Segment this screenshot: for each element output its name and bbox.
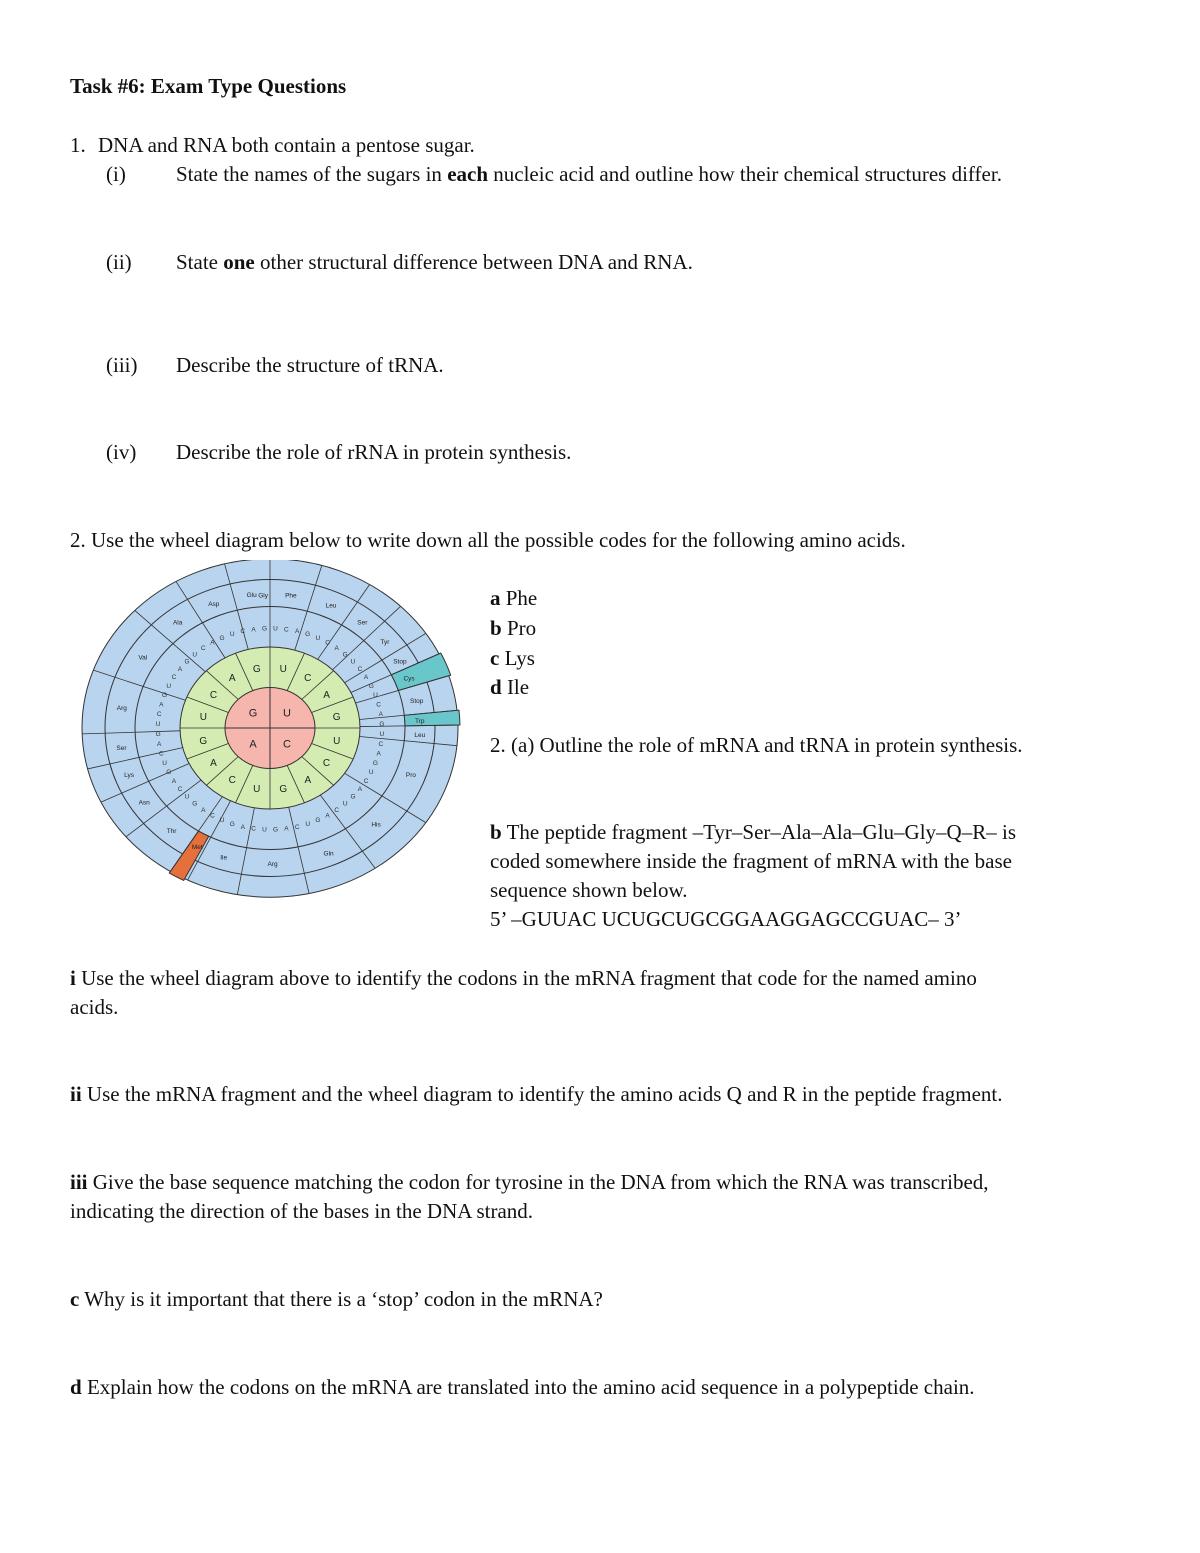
third-base-label: C (210, 812, 215, 820)
third-base-label: U (229, 631, 235, 639)
third-base-label: G (315, 817, 321, 825)
third-base-label: C (284, 626, 289, 634)
third-base-label: U (342, 800, 348, 808)
second-base-label: U (333, 735, 341, 747)
amino-acid-label: Arg (116, 704, 127, 712)
second-base-label: G (252, 663, 261, 675)
q2-sub-iii-line1: iii Give the base sequence matching the codon for tyrosine in the DNA from which the RNA was transcribed, (70, 1170, 989, 1194)
second-base-label: U (253, 784, 261, 796)
third-base-label: G (350, 793, 356, 801)
third-base-label: G (305, 631, 311, 639)
third-base-label: A (334, 645, 339, 653)
second-base-label: A (210, 758, 217, 770)
third-base-label: U (155, 721, 161, 729)
third-base-label: A (159, 701, 164, 709)
q1-part-i-text: State the names of the sugars in each nucleic acid and outline how their chemical structures differ. (176, 162, 1002, 186)
amino-acid-label: Glu (246, 592, 257, 600)
q2-part-b-line3: sequence shown below. (490, 878, 688, 902)
third-base-label: A (378, 711, 383, 719)
third-base-label: C (159, 750, 164, 758)
amino-acid-label: Gly (258, 592, 268, 600)
third-base-label: G (272, 826, 279, 834)
amino-acid-label: Leu (325, 602, 337, 610)
amino-acid-label: Thr (166, 827, 177, 835)
amino-acid-label: Lys (124, 772, 134, 780)
inner-base-label: C (282, 738, 291, 751)
third-base-label: U (315, 634, 321, 642)
third-base-label: A (201, 806, 206, 814)
amino-acid-label: Ala (172, 619, 183, 627)
q2-part-b-line1: b The peptide fragment –Tyr–Ser–Ala–Ala–Glu–Gly–Q–R– is (490, 820, 1016, 844)
q1-text: DNA and RNA both contain a pentose sugar. (98, 133, 475, 157)
amino-acid-label: Stop (393, 658, 407, 666)
third-base-label: C (378, 740, 384, 748)
q1-part-iv-label: (iv) (106, 440, 137, 464)
third-base-label: U (379, 730, 385, 738)
third-base-label: A (325, 812, 330, 820)
amino-acid-label: Cys (403, 675, 415, 683)
third-base-label: G (372, 759, 378, 767)
q2-part-c: c Why is it important that there is a ‘stop’ codon in the mRNA? (70, 1287, 603, 1311)
third-base-label: A (251, 626, 256, 634)
third-base-label: C (177, 786, 183, 794)
second-base-label: C (209, 689, 218, 701)
third-base-label: G (184, 658, 190, 666)
second-base-label: A (228, 673, 236, 685)
second-base-label: C (304, 673, 312, 685)
third-base-label: C (200, 645, 206, 653)
amino-acid-label: Ile (220, 854, 228, 862)
third-base-label: U (350, 658, 356, 666)
third-base-label: A (157, 740, 162, 748)
second-base-label: G (199, 735, 208, 747)
second-base-label: C (228, 774, 236, 786)
second-base-label: G (279, 784, 288, 796)
third-base-label: A (376, 750, 381, 758)
second-base-label: A (304, 774, 312, 786)
amino-acid-label: Pro (405, 772, 417, 780)
amino-acid-label: Met (191, 844, 203, 852)
third-base-label: C (376, 701, 381, 709)
q2-sub-iii-line2: indicating the direction of the bases in the DNA strand. (70, 1199, 534, 1223)
amino-item-a: a Phe (490, 586, 538, 610)
third-base-label: U (166, 682, 172, 690)
amino-acid-label: Tyr (380, 639, 390, 647)
third-base-label: C (357, 665, 363, 673)
q1-part-i-label: (i) (106, 162, 126, 186)
third-base-label: U (305, 820, 311, 828)
third-base-label: G (155, 730, 161, 738)
amino-acid-label: Asp (208, 600, 220, 608)
q2-part-b-line2: coded somewhere inside the fragment of mRNA with the base (490, 849, 1012, 873)
third-base-label: A (177, 665, 183, 673)
third-base-label: G (379, 721, 385, 729)
inner-base-label: G (248, 707, 258, 720)
third-base-label: U (262, 826, 267, 834)
third-base-label: G (368, 682, 374, 690)
third-base-label: U (373, 692, 378, 700)
amino-acid-label: Stop (410, 697, 424, 705)
third-base-label: A (171, 777, 177, 785)
amino-acid-label: Arg (267, 860, 278, 868)
q1-part-ii-text: State one other structural difference between DNA and RNA. (176, 250, 693, 274)
third-base-label: C (363, 777, 369, 785)
page-title: Task #6: Exam Type Questions (70, 74, 347, 98)
q1-part-ii-label: (ii) (106, 250, 132, 274)
second-base-label: C (322, 758, 331, 770)
amino-acid-label: Val (138, 654, 148, 662)
third-base-label: U (219, 817, 225, 825)
q1-part-iii-text: Describe the structure of tRNA. (176, 353, 444, 377)
third-base-label: A (240, 823, 245, 831)
second-base-label: A (323, 689, 330, 701)
third-base-label: U (273, 625, 278, 633)
amino-acid-label: Ser (357, 619, 368, 627)
amino-acid-label: His (371, 821, 381, 829)
amino-acid-label: Ser (116, 744, 127, 752)
third-base-label: U (162, 759, 167, 767)
inner-base-label: U (282, 707, 291, 720)
third-base-label: G (166, 769, 172, 777)
amino-acid-label: Phe (285, 592, 297, 600)
mrna-sequence: 5’ –GUUAC UCUGCUGCGGAAGGAGCCGUAC– 3’ (490, 907, 962, 931)
amino-item-d: d Ile (490, 675, 530, 699)
third-base-label: C (171, 674, 177, 682)
third-base-label: G (229, 820, 235, 828)
third-base-label: A (363, 674, 369, 682)
q2-part-a: 2. (a) Outline the role of mRNA and tRNA in protein synthesis. (490, 733, 1023, 757)
amino-acid-label: Asn (138, 799, 150, 807)
q1-part-iv-text: Describe the role of rRNA in protein synthesis. (176, 440, 572, 464)
q2-sub-ii: ii Use the mRNA fragment and the wheel diagram to identify the amino acids Q and R in the peptide fragment. (70, 1082, 1003, 1106)
q2-intro: 2. Use the wheel diagram below to write down all the possible codes for the following amino acids. (70, 528, 906, 552)
third-base-label: A (357, 786, 363, 794)
q1-part-iii-label: (iii) (106, 353, 138, 377)
amino-acid-label: Leu (414, 731, 426, 739)
amino-item-b: b Pro (490, 616, 537, 640)
q2-part-d: d Explain how the codons on the mRNA are translated into the amino acid sequence in a polypeptide chain. (70, 1375, 975, 1399)
third-base-label: G (342, 651, 348, 659)
codon-wheel-diagram (80, 560, 470, 900)
q1-number: 1. (70, 133, 86, 157)
third-base-label: G (162, 692, 168, 700)
second-base-label: U (199, 712, 207, 724)
third-base-label: C (240, 628, 246, 636)
third-base-label: C (294, 823, 300, 831)
third-base-label: G (192, 800, 198, 808)
third-base-label: C (325, 639, 330, 647)
third-base-label: C (334, 806, 340, 814)
third-base-label: C (156, 711, 162, 719)
second-base-label: U (279, 663, 287, 675)
third-base-label: A (210, 639, 215, 647)
q2-sub-i-line2: acids. (70, 995, 119, 1019)
third-base-label: A (295, 628, 300, 636)
inner-base-label: A (249, 738, 257, 751)
third-base-label: G (261, 625, 268, 633)
amino-acid-label: Gln (323, 850, 334, 858)
second-base-label: G (332, 712, 341, 724)
third-base-label: A (284, 825, 289, 833)
amino-acid-label: Trp (414, 717, 425, 725)
third-base-label: U (184, 793, 190, 801)
third-base-label: U (192, 651, 198, 659)
third-base-label: G (219, 634, 225, 642)
third-base-label: U (368, 769, 374, 777)
amino-item-c: c Lys (490, 646, 535, 670)
third-base-label: C (251, 825, 256, 833)
q2-sub-i-line1: i Use the wheel diagram above to identify the codons in the mRNA fragment that code for the named amino (70, 966, 977, 990)
